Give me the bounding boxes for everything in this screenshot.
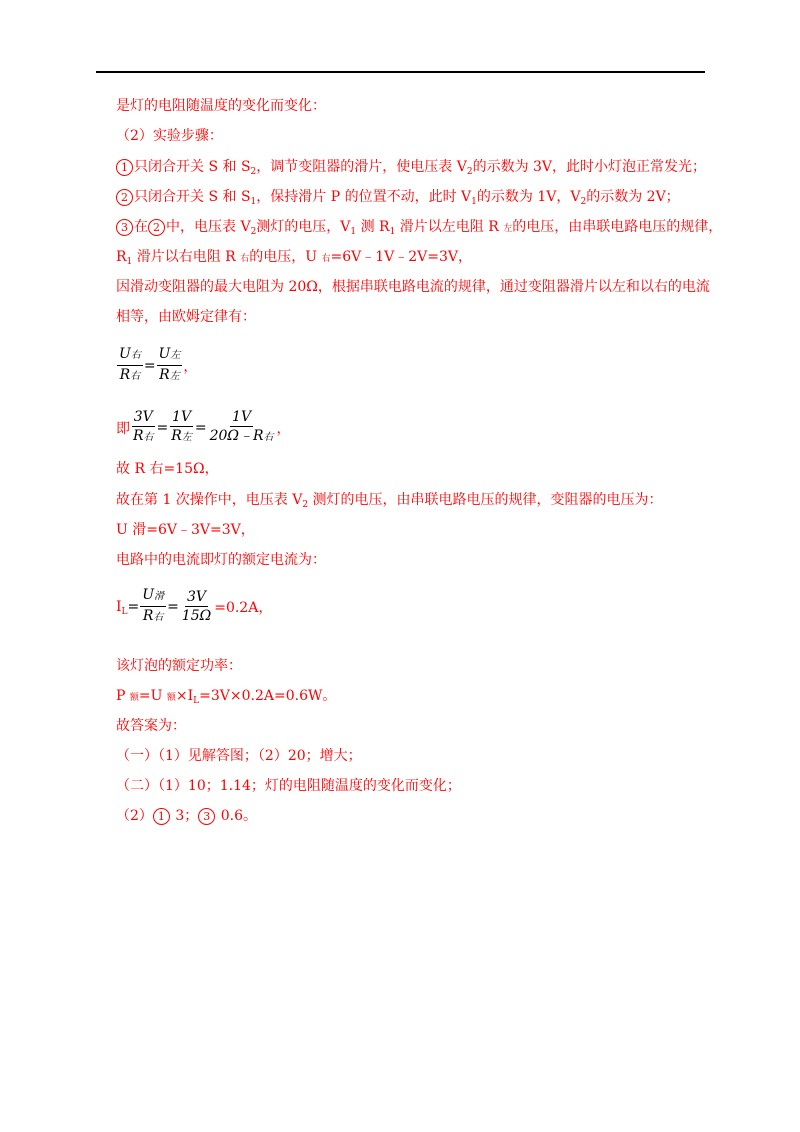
- circled-number: 3: [116, 219, 133, 236]
- fraction: $\frac{\text{U左}}{\text{R左}}$: [158, 346, 181, 383]
- text-line: 是灯的电阻随温度的变化而变化：: [116, 98, 326, 114]
- equation-2: 即 $\frac{3V}{\text{R右}}$ = $\frac{1V}{\text{R左}}$ = $\frac{1V}{\text{20Ω﹣R右}}$ ，: [116, 408, 291, 447]
- text-line: U 滑=6V﹣3V=3V，: [116, 522, 255, 538]
- answer-line: （2） 1 3； 3 0.6。: [116, 808, 257, 824]
- fraction: $\frac{1V}{\text{R左}}$: [171, 409, 192, 444]
- fraction: $\frac{1V}{\text{20Ω﹣R右}}$: [209, 409, 274, 444]
- circled-number: 1: [153, 808, 170, 825]
- text-line: 故 R 右=15Ω，: [116, 461, 219, 477]
- text-line: P 额=U 额$\times I_L=3V\times 0.2A=0.6W$。: [116, 688, 337, 706]
- text-line: 故在第 1 次操作中，电压表 $V_2$ 测灯的电压，由串联电路电压的规律，变阻器的电压为：: [116, 492, 663, 510]
- text-line: 相等，由欧姆定律有：: [116, 309, 256, 325]
- answer-line: （一）（1）见解答图；（2）20；增大；: [116, 748, 362, 764]
- text-line: 该灯泡的额定功率：: [116, 658, 242, 674]
- equation-1: $\frac{\text{U右}}{\text{R右}}$ = $\frac{\text{U左}}{\text{R左}}$ ，: [116, 345, 197, 386]
- text-line: 故答案为：: [116, 718, 186, 734]
- equation-3: $I_L$ = $\frac{\text{U滑}}{\text{R右}}$ = $\frac{3V}{15\Omega}$ =0.2A，: [116, 586, 272, 627]
- circled-number: 3: [198, 808, 215, 825]
- step-3-line: 3 在 2 中，电压表 $V_2$测灯的电压，$V_1$ 测 $R_1$ 滑片以左电阻 R 左的电压，由串联电路电压的规律，: [116, 217, 722, 239]
- circled-number: 2: [116, 189, 133, 206]
- fraction: $\frac{3V}{15\Omega}$: [181, 589, 212, 624]
- text-line: $R_1$ 滑片以右电阻 R 右的电压，U 右=6V﹣1V﹣2V=3V，: [116, 249, 472, 267]
- circled-number: 2: [148, 219, 165, 236]
- fraction: $\frac{\text{U滑}}{\text{R右}}$: [142, 587, 165, 624]
- fraction: $\frac{3V}{\text{R右}}$: [133, 409, 154, 444]
- circled-number: 1: [116, 159, 133, 176]
- answer-line: （二）（1）10；1.14；灯的电阻随温度的变化而变化；: [116, 778, 461, 794]
- step-2-line: 2 只闭合开关 S 和 $S_1$，保持滑片 P 的位置不动，此时 $V_1$的示数为 1V，$V_2$的示数为 2V；: [116, 187, 680, 207]
- fraction: $\frac{\text{U右}}{\text{R右}}$: [119, 346, 141, 383]
- header-rule: [96, 71, 705, 73]
- text-line: 电路中的电流即灯的额定电流为：: [116, 552, 326, 568]
- text-line: （2）实验步骤：: [116, 128, 223, 144]
- text-line: 因滑动变阻器的最大电阻为 20Ω，根据串联电路电流的规律，通过变阻器滑片以左和以右的电流: [116, 279, 710, 295]
- step-1-line: 1 只闭合开关 S 和 $S_2$，调节变阻器的滑片，使电压表 $V_2$的示数为 3V，此时小灯泡正常发光；: [116, 157, 706, 177]
